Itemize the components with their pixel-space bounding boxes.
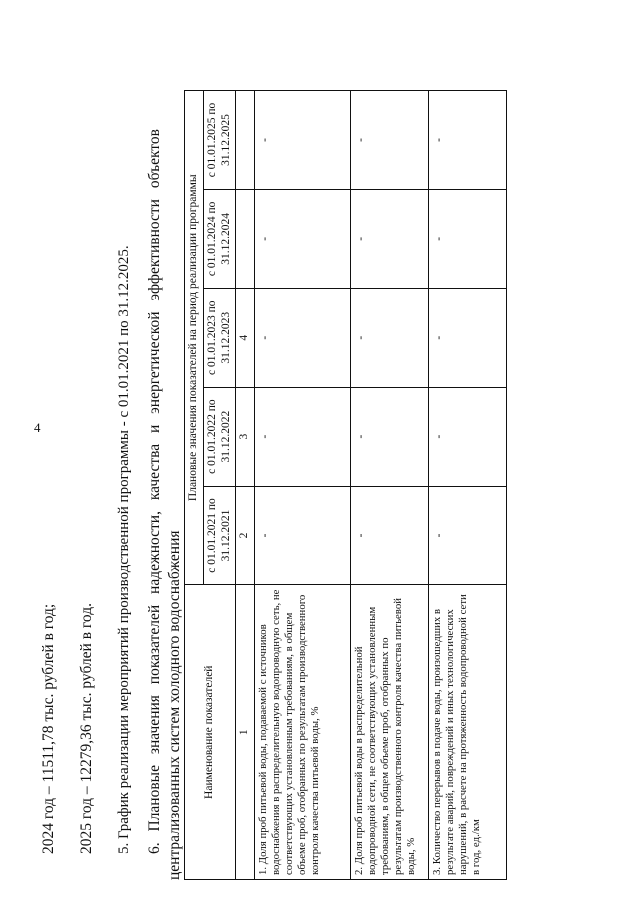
- page-number: 4: [34, 420, 41, 435]
- indicator-value: -: [351, 387, 429, 486]
- indicator-value: -: [429, 486, 507, 585]
- column-number: 4: [236, 288, 255, 387]
- header-planned-values: Плановые значения показателей на период реализации программы: [185, 91, 204, 585]
- indicators-heading-line2: централизованных систем холодного водоснабжения: [166, 530, 183, 880]
- header-indicator-name: Наименование показателей: [185, 585, 236, 880]
- table-row: [351, 91, 429, 880]
- indicator-name: 2. Доля проб питьевой воды в распределительной водопроводной сети, не соответствующих установленным требованиям, в общем объеме проб, отобранных по результатам производственного контроля качества питьевой воды, %: [351, 585, 429, 880]
- column-number: [236, 189, 255, 288]
- rotated-page-content: [40, 60, 600, 880]
- indicator-value: -: [255, 486, 351, 585]
- indicator-name: 1. Доля проб питьевой воды, подаваемой с источников водоснабжения в распределительную водопроводную сеть, не соответствующих установленным требованиям, в общем объеме проб, отобранных по результатам производственного контроля качества питьевой воды, %: [255, 585, 351, 880]
- indicator-value: -: [255, 288, 351, 387]
- column-number: [236, 91, 255, 190]
- table-row: [429, 91, 507, 880]
- header-period: с 01.01.2021 по 31.12.2021: [203, 486, 236, 585]
- column-number: 3: [236, 387, 255, 486]
- indicator-value: -: [429, 387, 507, 486]
- indicator-value: -: [255, 387, 351, 486]
- header-period: с 01.01.2025 по 31.12.2025: [203, 91, 236, 190]
- table-numbering-row: [236, 91, 255, 880]
- table-row: [255, 91, 351, 880]
- indicator-value: -: [351, 189, 429, 288]
- header-period: с 01.01.2023 по 31.12.2023: [203, 288, 236, 387]
- table-header-row: [185, 91, 204, 880]
- header-period: с 01.01.2022 по 31.12.2022: [203, 387, 236, 486]
- indicator-value: -: [255, 189, 351, 288]
- column-number: 1: [236, 585, 255, 880]
- indicator-value: -: [351, 288, 429, 387]
- header-period: с 01.01.2024 по 31.12.2024: [203, 189, 236, 288]
- indicator-name: 3. Количество перерывов в подаче воды, произошедших в результате аварий, повреждений и иных технологических нарушений, в расчете на протяженность водопроводной сети в год, ед./км: [429, 585, 507, 880]
- indicator-value: -: [255, 91, 351, 190]
- indicators-table: [184, 90, 507, 880]
- cost-2024-line: 2024 год – 11511,78 тыс. рублей в год;: [40, 603, 57, 854]
- cost-2025-line: 2025 год – 12279,36 тыс. рублей в год.: [78, 603, 95, 854]
- schedule-paragraph: 5. График реализации мероприятий производственной программы - с 01.01.2021 по 31.12.2025.: [116, 245, 132, 854]
- column-number: 2: [236, 486, 255, 585]
- indicator-value: -: [429, 91, 507, 190]
- indicator-value: -: [429, 189, 507, 288]
- indicator-value: -: [429, 288, 507, 387]
- indicators-heading-line1: 6. Плановые значения показателей надежности, качества и энергетической эффективности объектов: [146, 129, 163, 854]
- indicator-value: -: [351, 91, 429, 190]
- indicator-value: -: [351, 486, 429, 585]
